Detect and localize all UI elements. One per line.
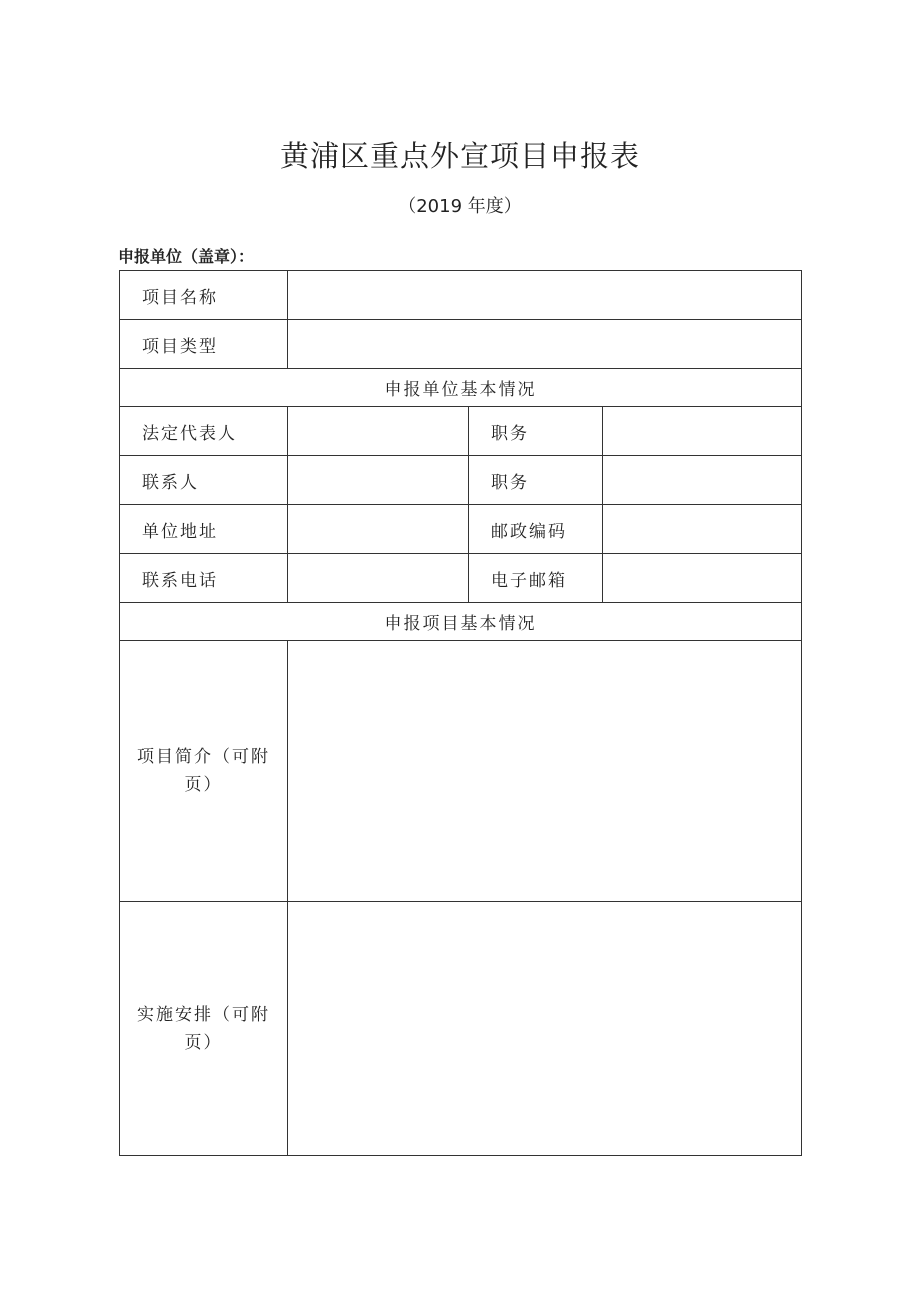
implementation-row — [120, 902, 802, 1156]
project-name-row — [120, 271, 802, 320]
project-section-header: 申报项目基本情况 — [120, 603, 802, 641]
unit-section-header-row — [120, 369, 802, 407]
unit-section-header: 申报单位基本情况 — [120, 369, 802, 407]
contact-person-row — [120, 456, 802, 505]
position-label-2: 职务 — [469, 456, 603, 505]
project-name-field[interactable] — [288, 271, 802, 320]
postal-code-field[interactable] — [603, 505, 802, 554]
position-field-1[interactable] — [603, 407, 802, 456]
document-title: 黄浦区重点外宣项目申报表 — [279, 139, 640, 173]
project-type-row — [120, 320, 802, 369]
unit-address-row — [120, 505, 802, 554]
contact-phone-label: 联系电话 — [120, 554, 288, 603]
document-subtitle: （2019 年度） — [398, 196, 522, 217]
implementation-field[interactable] — [288, 902, 802, 1156]
project-type-label: 项目类型 — [120, 320, 288, 369]
project-type-field[interactable] — [288, 320, 802, 369]
project-name-label: 项目名称 — [120, 271, 288, 320]
project-intro-label: 项目简介（可附页） — [120, 641, 288, 902]
legal-rep-label: 法定代表人 — [120, 407, 288, 456]
position-label-1: 职务 — [469, 407, 603, 456]
contact-person-field[interactable] — [288, 456, 469, 505]
email-field[interactable] — [603, 554, 802, 603]
application-form-table — [119, 270, 802, 1156]
legal-rep-row — [120, 407, 802, 456]
project-section-header-row — [120, 603, 802, 641]
project-intro-field[interactable] — [288, 641, 802, 902]
unit-address-label: 单位地址 — [120, 505, 288, 554]
unit-address-field[interactable] — [288, 505, 469, 554]
postal-code-label: 邮政编码 — [469, 505, 603, 554]
implementation-label: 实施安排（可附页） — [120, 902, 288, 1156]
project-intro-row — [120, 641, 802, 902]
email-label: 电子邮箱 — [469, 554, 603, 603]
legal-rep-field[interactable] — [288, 407, 469, 456]
contact-phone-row — [120, 554, 802, 603]
contact-person-label: 联系人 — [120, 456, 288, 505]
contact-phone-field[interactable] — [288, 554, 469, 603]
position-field-2[interactable] — [603, 456, 802, 505]
applicant-unit-label: 申报单位（盖章）： — [118, 247, 255, 266]
